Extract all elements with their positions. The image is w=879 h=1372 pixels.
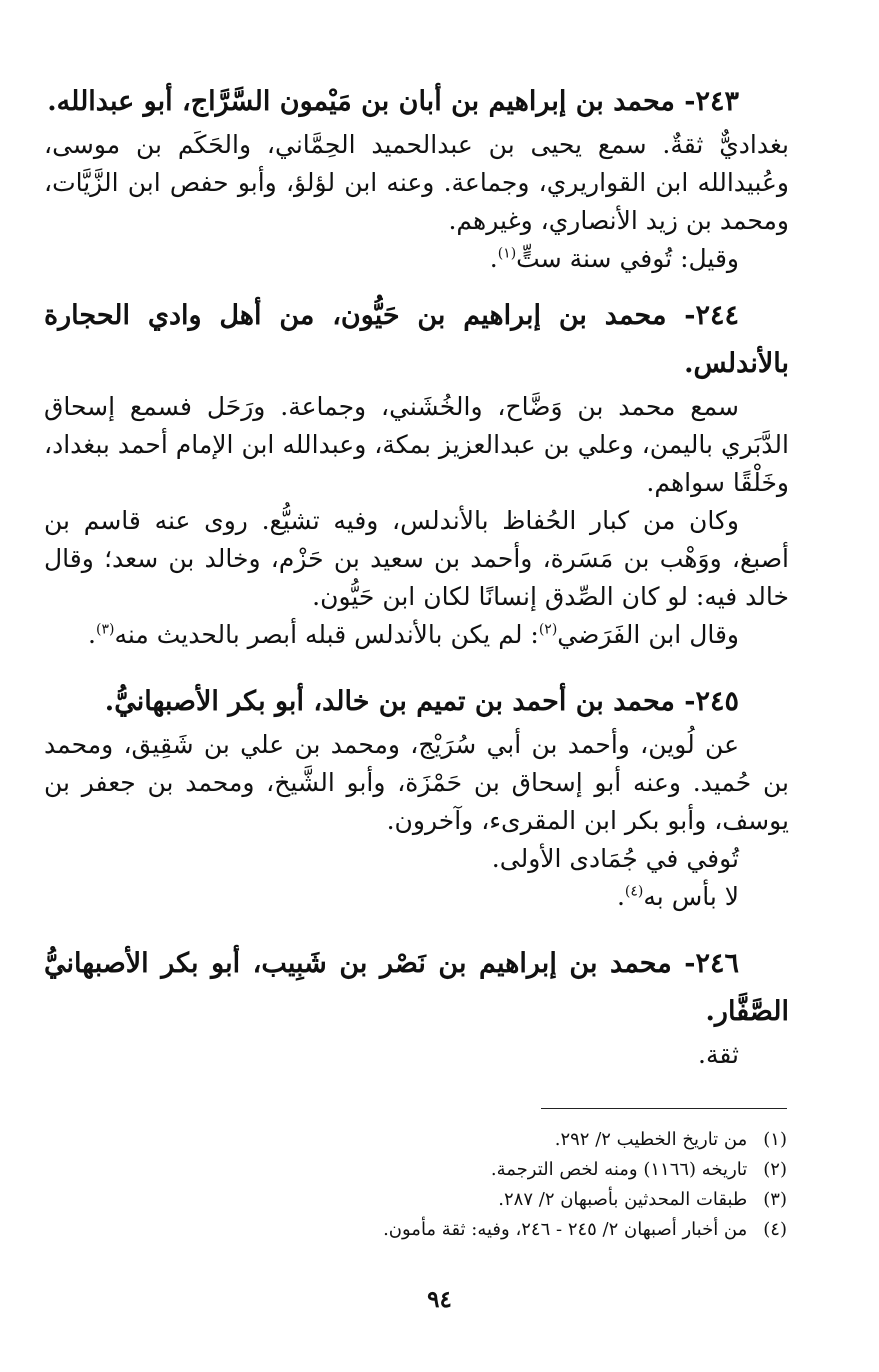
- footnote-number: (٣): [763, 1189, 787, 1210]
- entry-title: ٢٤٦- محمد بن إبراهيم بن نَصْر بن شَبِيب، أبو بكر الأصبهانيُّ الصَّفَّار.: [44, 948, 789, 1027]
- footnote-marker: (١): [497, 245, 517, 262]
- footnote-item: [87, 1125, 787, 1155]
- footnote-number: (٤): [763, 1219, 787, 1240]
- entry-246: [44, 940, 789, 1074]
- entry-text: لا بأس به: [643, 882, 739, 911]
- entry-paragraph: تُوفي في جُمَادى الأولى.: [491, 844, 739, 873]
- footnotes: [87, 1125, 787, 1245]
- entry-title: ٢٤٣- محمد بن إبراهيم بن أبان بن مَيْمون السَّرَّاج، أبو عبدالله.: [47, 86, 739, 117]
- entry-243: [44, 78, 789, 278]
- footnote-item: [87, 1185, 787, 1215]
- footnote-text: من أخبار أصبهان ٢/ ٢٤٥ - ٢٤٦، وفيه: ثقة مأمون.: [383, 1219, 748, 1240]
- entry-paragraph: وقال ابن الفَرَضي$^{(٢)}$: لم يكن بالأندلس قبله أبصر بالحديث منه$^{(٣)}$.: [88, 620, 739, 649]
- footnote-number: (٢): [763, 1159, 787, 1180]
- entry-paragraph: ثقة.: [698, 1040, 739, 1069]
- entry-paragraph: عن لُوين، وأحمد بن أبي سُرَيْج، ومحمد بن علي بن شَقِيق، ومحمد بن حُميد. وعنه أبو إسحاق بن حَمْزَة، وأبو الشَّيخ، ومحمد بن جعفر بن يوسف، وأبو بكر ابن المقرىء، وآخرون.: [44, 730, 789, 835]
- footnote-text: من تاريخ الخطيب ٢/ ٢٩٢.: [554, 1129, 748, 1150]
- entry-text: : لم يكن بالأندلس قبله أبصر بالحديث منه: [114, 620, 539, 649]
- entry-title: ٢٤٤- محمد بن إبراهيم بن حَيُّون، من أهل وادي الحجارة بالأندلس.: [44, 300, 789, 379]
- footnote-marker: (٤): [624, 883, 644, 900]
- footnote-divider: [541, 1108, 787, 1109]
- footnote-item: [87, 1155, 787, 1185]
- entry-244: [44, 292, 789, 654]
- footnote-text: تاريخه (١١٦٦) ومنه لخص الترجمة.: [490, 1159, 748, 1180]
- footnote-number: (١): [763, 1129, 787, 1150]
- footnote-marker: (٢): [538, 621, 558, 638]
- entry-paragraph: وقيل: تُوفي سنة ستٍّ$^{(١)}$.: [489, 244, 739, 273]
- footnote-marker: (٣): [96, 621, 115, 638]
- entry-text: وقيل: تُوفي سنة ستٍّ: [516, 244, 739, 273]
- footnote-item: [87, 1215, 787, 1245]
- entry-paragraph: سمع محمد بن وَضَّاح، والخُشَني، وجماعة. ورَحَل فسمع إسحاق الدَّبَري باليمن، وعلي بن عبدالعزيز بمكة، وعبدالله ابن الإمام أحمد ببغداد، وخَلْقًا سواهم.: [44, 392, 789, 497]
- entry-text: وقال ابن الفَرَضي: [557, 620, 739, 649]
- entry-paragraph: وكان من كبار الحُفاظ بالأندلس، وفيه تشيُّع. روى عنه قاسم بن أصبغ، ووَهْب بن مَسَرة، وأحمد بن سعيد بن حَزْم، وخالد بن سعد؛ وقال خالد فيه: لو كان الصِّدق إنسانًا لكان ابن حَيُّون.: [44, 506, 789, 611]
- entry-paragraph: لا بأس به$^{(٤)}$.: [616, 882, 739, 911]
- footnote-text: طبقات المحدثين بأصبهان ٢/ ٢٨٧.: [498, 1189, 748, 1210]
- entry-paragraph: بغداديٌّ ثقةٌ. سمع يحيى بن عبدالحميد الحِمَّاني، والحَكَم بن موسى، وعُبيدالله ابن القواريري، وجماعة. وعنه ابن لؤلؤ، وأبو حفص ابن الزَّيَّات، ومحمد بن زيد الأنصاري، وغيرهم.: [44, 130, 789, 235]
- page-number: ٩٤: [427, 1286, 452, 1313]
- entry-245: [44, 678, 789, 916]
- entry-title: ٢٤٥- محمد بن أحمد بن تميم بن خالد، أبو بكر الأصبهانيُّ.: [104, 686, 739, 717]
